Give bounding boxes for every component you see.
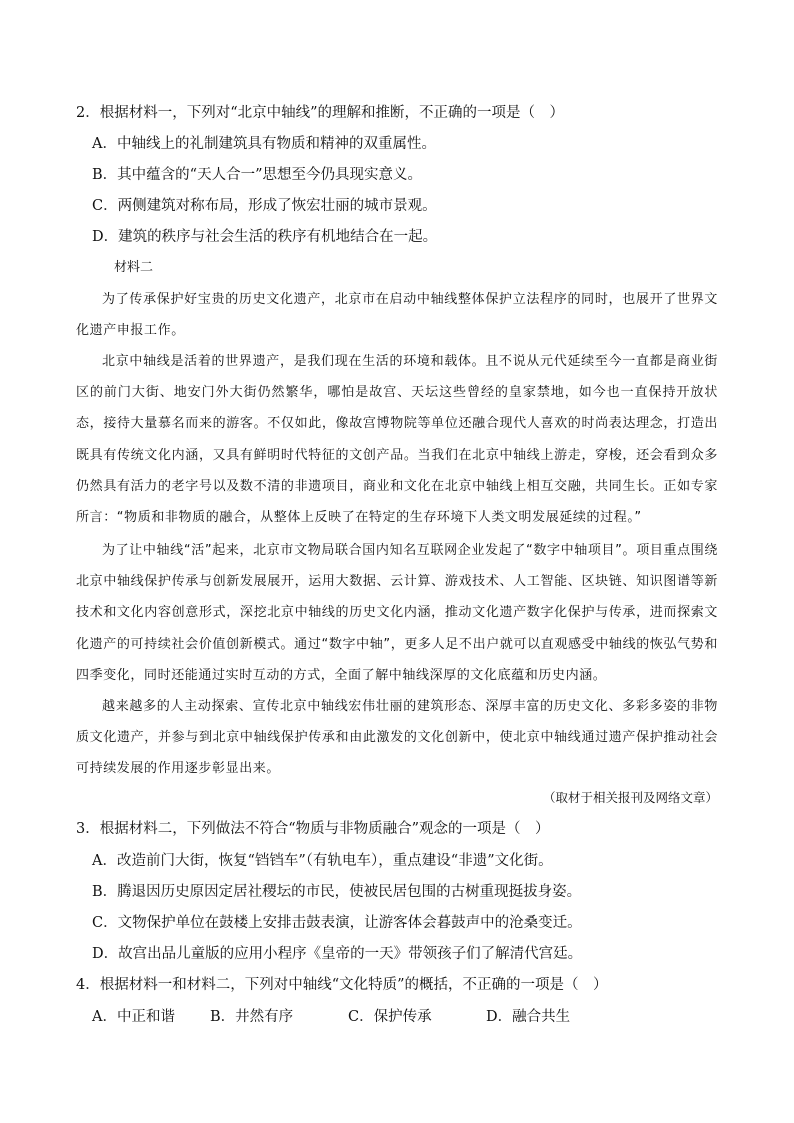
question-2-option-c: C．两侧建筑对称布局，形成了恢宏壮丽的城市景观。 (92, 198, 437, 214)
material-2-paragraph-1: 为了传承保护好宝贵的历史文化遗产，北京市在启动中轴线整体保护立法程序的同时，也展开了世界文化遗产申报工作。 (76, 292, 718, 339)
question-4-option-d: D．融合共生 (486, 1009, 571, 1025)
question-4-option-a: A．中正和谐 (92, 1009, 175, 1025)
material-2-title: 材料二 (114, 260, 154, 275)
material-2-paragraph-2: 北京中轴线是活着的世界遗产，是我们现在生活的环境和载体。且不说从元代延续至今一直都是商业街区的前门大街、地安门外大街仍然繁华，哪怕是故宫、天坛这些曾经的皇家禁地，如今也一直保持开放状态，接待大量慕名而来的游客。不仅如此，像故宫博物院等单位还融合现代人喜欢的时尚表达理念，打造出既具有传统文化内涵，又具有鲜明时代特征的文创产品。当我们在北京中轴线上游走，穿梭，还会看到众多仍然具有活力的老字号以及数不清的非遗项目，商业和文化在北京中轴线上相互交融，共同生长。正如专家所言：“物质和非物质的融合，从整体上反映了在特定的生存环境下人类文明发展延续的过程。” (76, 354, 718, 526)
question-2-stem: 2．根据材料一，下列对“北京中轴线”的理解和推断，不正确的一项是（ ） (76, 105, 565, 121)
question-3-option-d: D．故宫出品儿童版的应用小程序《皇帝的一天》带领孩子们了解清代宫廷。 (92, 946, 583, 962)
question-3-option-c: C．文物保护单位在鼓楼上安排击鼓表演，让游客体会暮鼓声中的沧桑变迁。 (92, 915, 582, 931)
question-2-option-d: D．建筑的秩序与社会生活的秩序有机地结合在一起。 (92, 229, 438, 245)
question-2-option-a: A．中轴线上的礼制建筑具有物质和精神的双重属性。 (92, 136, 436, 152)
material-2-source: （取材于相关报刊及网络文章） (542, 790, 718, 805)
question-3-option-b: B．腾退因历史原因定居社稷坛的市民，使被民居包围的古树重现挺拔身姿。 (92, 884, 582, 900)
question-4-option-b: B．井然有序 (210, 1009, 294, 1025)
question-4-stem: 4．根据材料一和材料二，下列对中轴线“文化特质”的概括，不正确的一项是（ ） (76, 977, 608, 993)
material-2-paragraph-3: 为了让中轴线“活”起来，北京市文物局联合国内知名互联网企业发起了“数字中轴项目”。项目重点围绕北京中轴线保护传承与创新发展展开，运用大数据、云计算、游戏技术、人工智能、区块链、知识图谱等新技术和文化内容创意形式，深挖北京中轴线的历史文化内涵，推动文化遗产数字化保护与传承，进而探索文化遗产的可持续社会价值创新模式。通过“数字中轴”，更多人足不出户就可以直观感受中轴线的恢弘气势和四季变化，同时还能通过实时互动的方式，全面了解中轴线深厚的文化底蕴和历史内涵。 (76, 543, 718, 683)
question-4-option-c: C．保护传承 (348, 1009, 432, 1025)
question-3-option-a: A．改造前门大街，恢复“铛铛车”（有轨电车），重点建设“非遗”文化街。 (92, 853, 553, 869)
question-2-option-b: B．其中蕴含的“天人合一”思想至今仍具现实意义。 (92, 167, 422, 183)
question-3-stem: 3．根据材料二，下列做法不符合“物质与非物质融合”观念的一项是（ ） (76, 821, 550, 837)
material-2-paragraph-4: 越来越多的人主动探索、宣传北京中轴线宏伟壮丽的建筑形态、深厚丰富的历史文化、多彩多姿的非物质文化遗产，并参与到北京中轴线保护传承和由此激发的文化创新中，使北京中轴线通过遗产保护推动社会可持续发展的作用逐步彰显出来。 (76, 699, 718, 777)
